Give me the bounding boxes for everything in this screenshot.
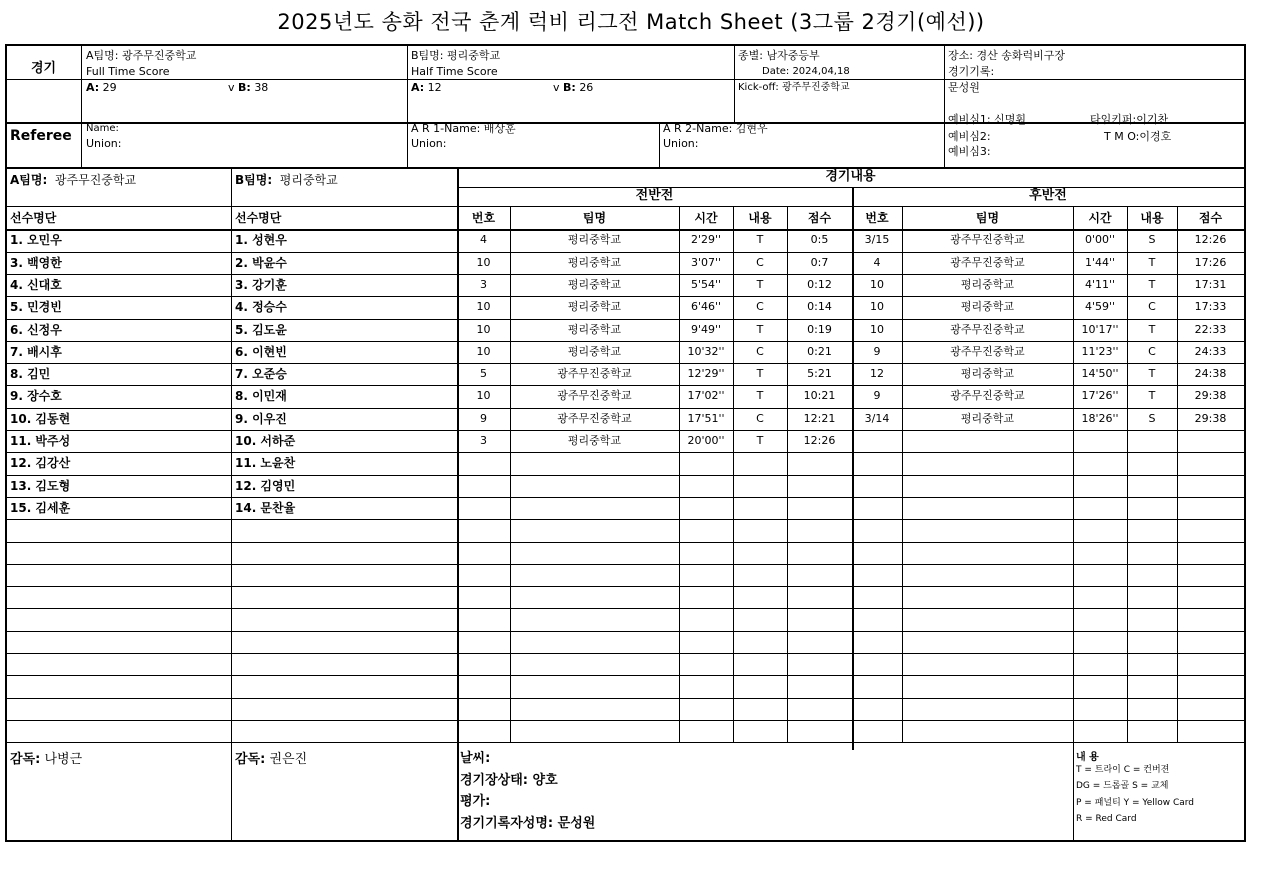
reserve-1: 예비심1: 신명훤 [948,113,1026,126]
first-half-event-cell: T [756,323,764,336]
tmo: T M O:이경호 [1104,130,1172,143]
first-half-event-cell: 3'07'' [690,256,722,269]
second-half-event-cell: 24:38 [1194,367,1227,380]
first-half-column-header: 팀명 [582,211,607,225]
legend-line: T = 트라이 C = 컨버젼 [1076,765,1170,775]
first-half-event-cell: 10:21 [803,389,836,402]
first-half-event-cell: T [756,389,764,402]
player-b: 2. 박윤수 [235,256,287,270]
first-half-event-cell: 2'29'' [690,233,722,246]
player-a: 6. 신정우 [10,323,62,337]
first-half-event-cell: 3 [480,434,487,447]
player-a: 3. 백영한 [10,256,62,270]
row-divider [7,698,1244,699]
first-half-event-cell: 평리중학교 [567,434,622,447]
player-a: 1. 오민우 [10,233,62,247]
referee-name-label: Name: [86,123,119,134]
player-b: 4. 정승수 [235,300,287,314]
first-half-event-cell: T [756,278,764,291]
record-label: 경기기록: [948,65,995,78]
first-half-event-cell: 평리중학교 [567,323,622,336]
second-half-event-cell: 10'17'' [1081,323,1119,336]
player-b: 6. 이현빈 [235,345,287,359]
player-a: 13. 김도형 [10,479,71,493]
ar1-name: A R 1-Name: 배상훈 [411,122,516,135]
row-divider [7,564,1244,565]
team-b-row: B팀명: 평리중학교 [235,173,338,187]
referee-label: Referee [10,128,72,144]
divider [458,187,1244,188]
coach-b: 감독: 권은진 [235,752,308,767]
first-half-event-cell: 9'49'' [690,323,722,336]
player-a: 11. 박주성 [10,434,71,448]
recorder-name: 문성원 [948,81,980,94]
divider [659,122,660,167]
row-divider [7,653,1244,654]
divider [944,46,945,167]
second-half-event-cell: 광주무진중학교 [950,323,1025,336]
second-half-event-cell: 17'26'' [1081,389,1119,402]
second-half-column-header: 점수 [1198,211,1223,225]
second-half-column-header: 시간 [1088,211,1112,225]
first-half-label: 전반전 [635,188,674,203]
player-b: 7. 오준승 [235,367,287,381]
second-half-event-cell: S [1148,233,1156,246]
first-half-event-cell: 평리중학교 [567,345,622,358]
second-half-event-cell: 4'11'' [1084,278,1116,291]
second-half-event-cell: 광주무진중학교 [950,256,1025,269]
divider [231,167,232,842]
venue: 장소: 경산 송화럭비구장 [948,49,1065,62]
match-sheet [5,44,1246,842]
first-half-event-cell: 5'54'' [690,278,722,291]
row-divider [7,742,1244,743]
first-half-event-cell: 평리중학교 [567,256,622,269]
player-b: 14. 문찬율 [235,501,296,515]
first-half-event-cell: 4 [480,233,487,246]
second-half-label: 후반전 [1029,188,1067,203]
half-time-score-a: A: 12 [411,81,442,94]
second-half-event-cell: 3/14 [864,412,890,425]
player-a: 10. 김동현 [10,412,71,426]
column-divider [1073,742,1074,842]
second-half-event-cell: 12:26 [1194,233,1227,246]
team-b-header: B팀명: 평리중학교 [411,49,501,62]
second-half-event-cell: 9 [873,345,881,358]
player-a: 9. 장수호 [10,389,62,403]
first-half-event-cell: C [756,300,764,313]
first-half-event-cell: 0:12 [807,278,832,291]
first-half-event-cell: 17'51'' [687,412,725,425]
row-divider [7,542,1244,543]
row-divider [7,608,1244,609]
first-half-event-cell: 17'02'' [687,389,725,402]
second-half-event-cell: 1'44'' [1084,256,1116,269]
first-half-event-cell: 9 [480,412,487,425]
first-half-column-header: 내용 [748,211,772,225]
full-time-label: Full Time Score [86,65,170,78]
second-half-event-cell: 4 [873,256,881,269]
player-b: 11. 노윤찬 [235,456,296,470]
row-divider [7,497,1244,498]
second-half-event-cell: 22:33 [1194,323,1227,336]
player-b: 1. 성현우 [235,233,287,247]
divider [81,46,82,167]
first-half-event-cell: T [756,367,764,380]
second-half-event-cell: C [1148,300,1156,313]
legend-line: R = Red Card [1076,814,1137,824]
full-time-score-b: v B: 38 [228,81,269,94]
first-half-event-cell: 0:19 [807,323,832,336]
player-a: 7. 배시후 [10,345,62,359]
row-divider [7,675,1244,676]
first-half-event-cell: 0:5 [810,233,829,246]
category: 종별: 남자중등부 [738,49,820,62]
second-half-event-cell: 24:33 [1194,345,1227,358]
second-half-event-cell: 평리중학교 [960,367,1015,380]
reserve-3: 예비심3: [948,145,991,158]
match-date: Date: 2024,04,18 [762,66,850,77]
player-a: 15. 김세훈 [10,501,71,515]
second-half-event-cell: 평리중학교 [960,278,1015,291]
team-a-row: A팀명: 광주무진중학교 [10,173,137,187]
referee-union-label: Union: [86,137,122,150]
second-half-event-cell: 29:38 [1194,412,1227,425]
legend-line: P = 패널티 Y = Yellow Card [1076,798,1195,808]
second-half-event-cell: T [1148,278,1156,291]
second-half-event-cell: 3/15 [864,233,890,246]
second-half-event-cell: 12 [870,367,884,380]
second-half-event-cell: T [1148,323,1156,336]
row-divider [7,475,1244,476]
second-half-event-cell: T [1148,389,1156,402]
player-b: 5. 김도윤 [235,323,287,337]
first-half-column-header: 점수 [807,211,832,225]
second-half-column-header: 번호 [865,211,889,225]
second-half-event-cell: T [1148,367,1156,380]
player-b: 3. 강기훈 [235,278,287,292]
sheet-title: 2025년도 송화 전국 춘계 럭비 리그전 Match Sheet (3그룹 2경기(예선)) [277,10,985,34]
half-time-score-b: v B: 26 [553,81,594,94]
second-half-event-cell: T [1148,256,1156,269]
second-half-event-cell: 10 [870,300,884,313]
first-half-event-cell: C [756,412,764,425]
second-half-column-header: 내용 [1140,211,1164,225]
reserve-2: 예비심2: [948,130,991,143]
evaluation: 평가: [460,794,491,809]
second-half-event-cell: 광주무진중학교 [950,233,1025,246]
second-half-event-cell: 4'59'' [1084,300,1116,313]
second-half-event-cell: 평리중학교 [960,300,1015,313]
weather: 날씨: [460,751,491,766]
full-time-score-a: A: 29 [86,81,117,94]
ar1-union: Union: [411,137,447,150]
second-half-event-cell: 10 [870,323,884,336]
first-half-event-cell: 3 [480,278,487,291]
player-a: 8. 김민 [10,367,51,381]
player-a: 12. 김강산 [10,456,71,470]
first-half-event-cell: 평리중학교 [567,278,622,291]
second-half-event-cell: 17:33 [1194,300,1227,313]
divider [7,167,1244,169]
second-half-event-cell: C [1148,345,1156,358]
first-half-event-cell: 10 [476,345,491,358]
roster-label-b: 선수명단 [235,211,282,225]
second-half-event-cell: 광주무진중학교 [950,345,1025,358]
first-half-event-cell: C [756,345,764,358]
ar2-name: A R 2-Name: 김현우 [663,122,768,135]
row-divider [7,452,1244,453]
second-half-event-cell: S [1148,412,1156,425]
first-half-event-cell: C [756,256,764,269]
timekeeper: 타임키퍼:이기찬 [1090,113,1169,126]
second-half-event-cell: 9 [873,389,881,402]
row-divider [7,720,1244,721]
first-half-event-cell: 6'46'' [690,300,722,313]
divider [734,46,735,122]
player-b: 12. 김영민 [235,479,296,493]
first-half-event-cell: T [756,233,764,246]
row-divider [7,586,1244,587]
first-half-event-cell: 20'00'' [687,434,725,447]
match-content-label: 경기내용 [825,169,876,184]
second-half-event-cell: 0'00'' [1084,233,1116,246]
roster-label-a: 선수명단 [10,211,57,225]
second-half-event-cell: 10 [870,278,884,291]
first-half-event-cell: 10 [476,300,491,313]
row-divider [7,519,1244,520]
player-a: 4. 신대호 [10,278,62,292]
first-half-event-cell: 0:14 [807,300,832,313]
field-condition: 경기장상태: 양호 [460,773,558,788]
first-half-event-cell: 광주무진중학교 [557,367,632,380]
first-half-event-cell: 광주무진중학교 [557,389,632,402]
half-time-label: Half Time Score [411,65,498,78]
first-half-event-cell: 5:21 [807,367,832,380]
second-half-event-cell: 17:31 [1194,278,1227,291]
second-half-event-cell: 평리중학교 [960,412,1015,425]
player-b: 8. 이민재 [235,389,287,403]
first-half-event-cell: T [756,434,764,447]
kick-off: Kick-off: 광주무진중학교 [738,82,850,93]
second-half-event-cell: 광주무진중학교 [950,389,1025,402]
first-half-event-cell: 0:7 [810,256,829,269]
first-half-event-cell: 12:26 [803,434,836,447]
player-a: 5. 민경빈 [10,300,62,314]
player-b: 10. 서하준 [235,434,296,448]
first-half-event-cell: 12'29'' [687,367,725,380]
first-half-column-header: 번호 [471,211,496,225]
first-half-event-cell: 0:21 [807,345,832,358]
second-half-event-cell: 18'26'' [1081,412,1119,425]
row-divider [7,631,1244,632]
team-a-header: A팀명: 광주무진중학교 [86,49,197,62]
second-half-event-cell: 14'50'' [1081,367,1119,380]
first-half-column-header: 시간 [694,211,718,225]
second-half-event-cell: 29:38 [1194,389,1227,402]
coach-a: 감독: 나병근 [10,752,83,767]
first-half-event-cell: 10 [476,389,491,402]
second-half-column-header: 팀명 [975,211,1000,225]
match-label: 경기 [31,61,57,76]
first-half-event-cell: 10 [476,323,491,336]
divider [407,46,408,167]
legend-title: 내 용 [1076,752,1099,763]
first-half-event-cell: 12:21 [803,412,836,425]
first-half-event-cell: 10'32'' [687,345,725,358]
first-half-event-cell: 평리중학교 [567,233,622,246]
legend-line: DG = 드롭골 S = 교체 [1076,781,1169,791]
first-half-event-cell: 5 [480,367,487,380]
record-writer: 경기기록자성명: 문성원 [460,816,596,831]
ar2-union: Union: [663,137,699,150]
divider [7,79,1244,80]
first-half-event-cell: 평리중학교 [567,300,622,313]
first-half-event-cell: 광주무진중학교 [557,412,632,425]
second-half-event-cell: 11'23'' [1081,345,1119,358]
player-b: 9. 이우진 [235,412,287,426]
second-half-event-cell: 17:26 [1194,256,1227,269]
divider [7,122,1244,124]
first-half-event-cell: 10 [476,256,491,269]
